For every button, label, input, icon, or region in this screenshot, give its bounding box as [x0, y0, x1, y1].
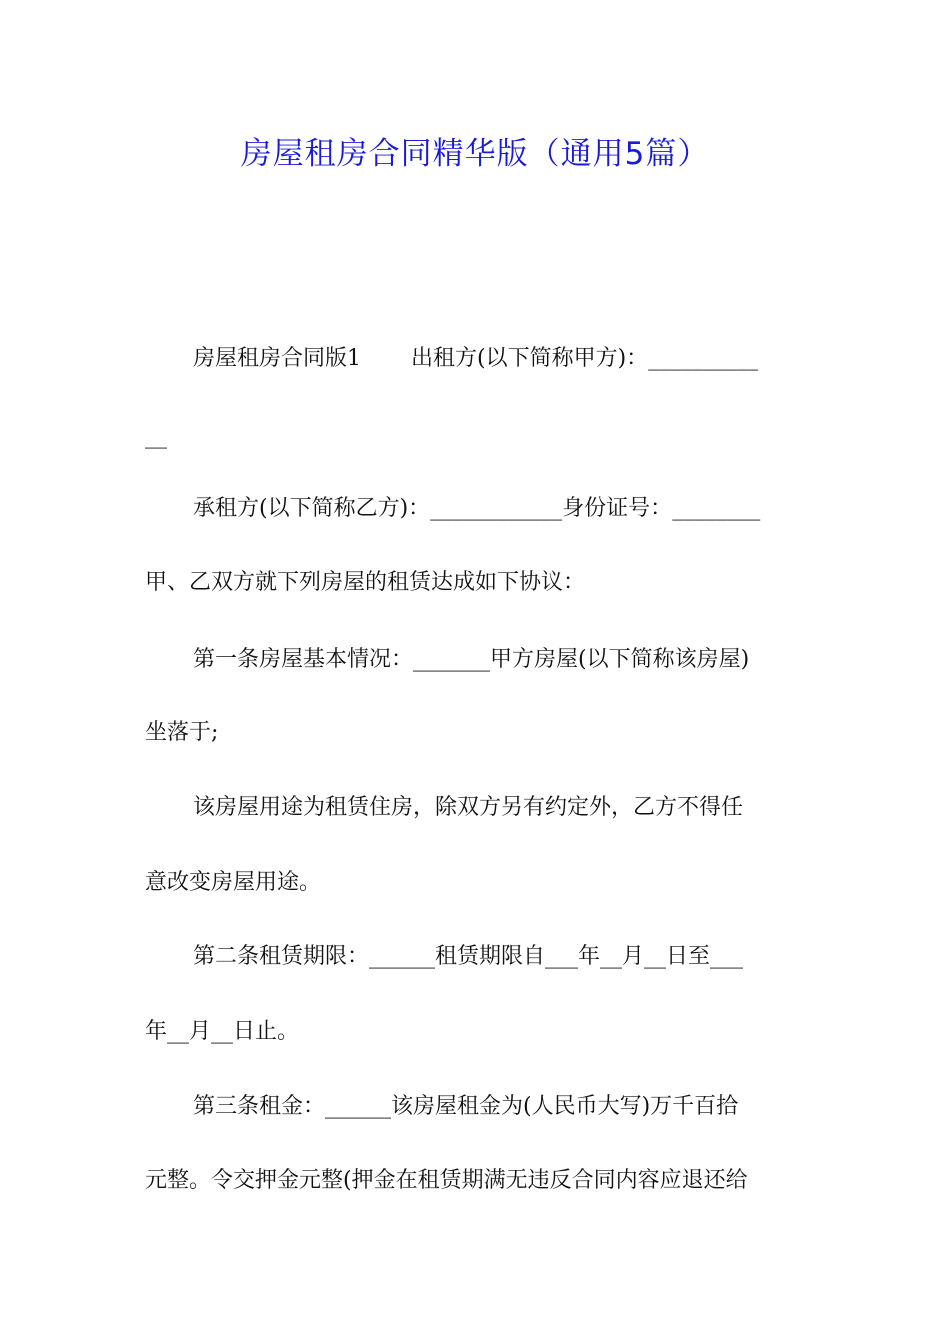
lessee-blank: ____________: [430, 496, 563, 521]
article-1-text: 甲方房屋(以下简称该房屋): [490, 647, 750, 672]
paragraph-line-2: [145, 422, 807, 452]
paragraph-line-6: [145, 718, 807, 748]
contract-version-label: 房屋租房合同版1: [193, 346, 361, 371]
id-number-label: 身份证号：: [562, 496, 673, 521]
paragraph-line-9: [145, 942, 807, 972]
article-1-blank: _______: [413, 647, 491, 672]
lessor-label: 出租方(以下简称甲方)：: [411, 346, 649, 371]
property-location: 坐落于;: [145, 720, 219, 745]
paragraph-line-11: [145, 1092, 807, 1122]
document-title: 房屋租房合同精华版（通用5篇）: [240, 136, 710, 172]
paragraph-line-8: [145, 868, 807, 898]
paragraph-line-1: [145, 344, 807, 374]
article-2-text-continued: 年__月__日止。: [145, 1019, 300, 1044]
article-1-label: 第一条房屋基本情况：: [193, 647, 414, 672]
lessee-label: 承租方(以下简称乙方)：: [193, 496, 431, 521]
article-3-text: 第三条租金：______该房屋租金为(人民币大写)万千百拾: [193, 1094, 739, 1119]
property-use-text: 该房屋用途为租赁住房，除双方另有约定外，乙方不得任: [193, 795, 744, 820]
paragraph-line-10: [145, 1017, 807, 1047]
lessor-blank: __________: [648, 346, 759, 371]
paragraph-line-4: [145, 568, 807, 598]
paragraph-line-5: [145, 645, 807, 675]
paragraph-line-7: [145, 793, 807, 823]
article-3-text-continued: 元整。令交押金元整(押金在租赁期满无违反合同内容应退还给: [145, 1168, 748, 1193]
paragraph-line-3: [145, 494, 807, 524]
article-2-text: 第二条租赁期限：______租赁期限自___年__月__日至___: [193, 944, 744, 969]
lessor-blank-continued: __: [145, 424, 167, 449]
agreement-intro: 甲、乙双方就下列房屋的租赁达成如下协议：: [145, 570, 586, 595]
property-use-text-continued: 意改变房屋用途。: [145, 870, 322, 895]
id-number-blank: ________: [672, 496, 761, 521]
paragraph-line-12: [145, 1166, 807, 1196]
